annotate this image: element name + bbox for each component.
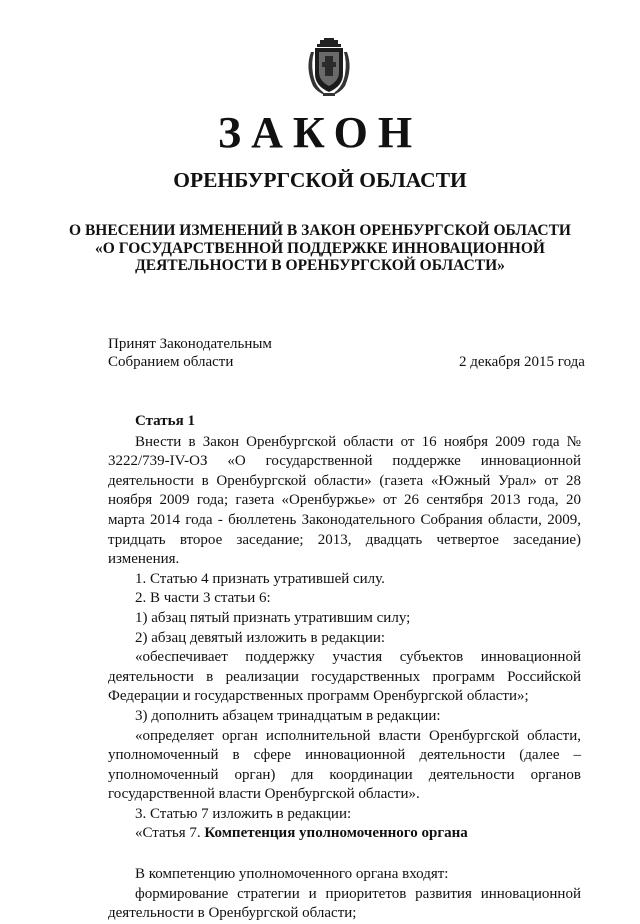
adoption-line: Принят Законодательным <box>108 336 272 352</box>
crown-icon <box>317 38 341 47</box>
spacer <box>108 844 581 865</box>
adoption-line: Собранием области <box>108 354 234 370</box>
paragraph: формирование стратегии и приоритетов развития инновационной деятельности в Оренбургской области; <box>108 885 581 922</box>
region-title: ОРЕНБУРГСКОЙ ОБЛАСТИ <box>173 168 467 192</box>
subtitle-line: О ВНЕСЕНИИ ИЗМЕНЕНИЙ В ЗАКОН ОРЕНБУРГСКОЙ ОБЛАСТИ <box>69 222 571 239</box>
paragraph: 2) абзац девятый изложить в редакции: <box>135 629 386 646</box>
article-7-heading <box>108 824 581 844</box>
shield-icon <box>315 48 343 92</box>
adoption-date: 2 декабря 2015 года <box>459 354 585 370</box>
paragraph: 3. Статью 7 изложить в редакции: <box>135 805 352 822</box>
article-7-title: Компетенция уполномоченного органа <box>204 825 468 842</box>
paragraph: Внести в Закон Оренбургской области от 16 ноября 2009 года № 3222/739-IV-ОЗ «О государственной поддержке инновационной деятельности в Оренбургской области» (газета «Южный Урал» от 28 ноября 2009 года; газета «Оренбуржье» от 26 сентября 2013 года, 20 марта 2014 года - бюллетень Законодательного Собрания области, 2009, тридцать второе заседание; 2013, двадцать четвертое заседание) изменения. <box>108 433 581 568</box>
paragraph: 3) дополнить абзацем тринадцатым в редакции: <box>135 707 441 724</box>
article-heading: Статья 1 <box>135 413 195 429</box>
paragraph: 1. Статью 4 признать утратившей силу. <box>135 570 385 587</box>
paragraph: 1) абзац пятый признать утратившим силу; <box>135 609 411 626</box>
paragraph: «обеспечивает поддержку участия субъектов инновационной деятельности в реализации государственных программ Российской Федерации и государственных программ Оренбургской области»; <box>108 649 581 705</box>
paragraph: В компетенцию уполномоченного органа входят: <box>135 866 449 883</box>
article-1-body <box>108 412 581 924</box>
document-type-title: ЗАКОН <box>217 108 423 157</box>
paragraph: 2. В части 3 статьи 6: <box>135 590 271 607</box>
adoption-note <box>108 335 272 371</box>
paragraph: «определяет орган исполнительной власти Оренбургской области, уполномоченный в сфере инновационной деятельности (далее – уполномоченный орган) для координации деятельности органов государственной власти Оренбургской области». <box>108 727 581 803</box>
subtitle-line: «О ГОСУДАРСТВЕННОЙ ПОДДЕРЖКЕ ИННОВАЦИОННОЙ <box>95 239 545 257</box>
subtitle-line: ДЕЯТЕЛЬНОСТИ В ОРЕНБУРГСКОЙ ОБЛАСТИ» <box>135 257 505 274</box>
article-7-prefix: «Статья 7. <box>135 825 201 842</box>
law-subtitle <box>0 222 640 275</box>
coat-of-arms-emblem <box>303 38 355 98</box>
